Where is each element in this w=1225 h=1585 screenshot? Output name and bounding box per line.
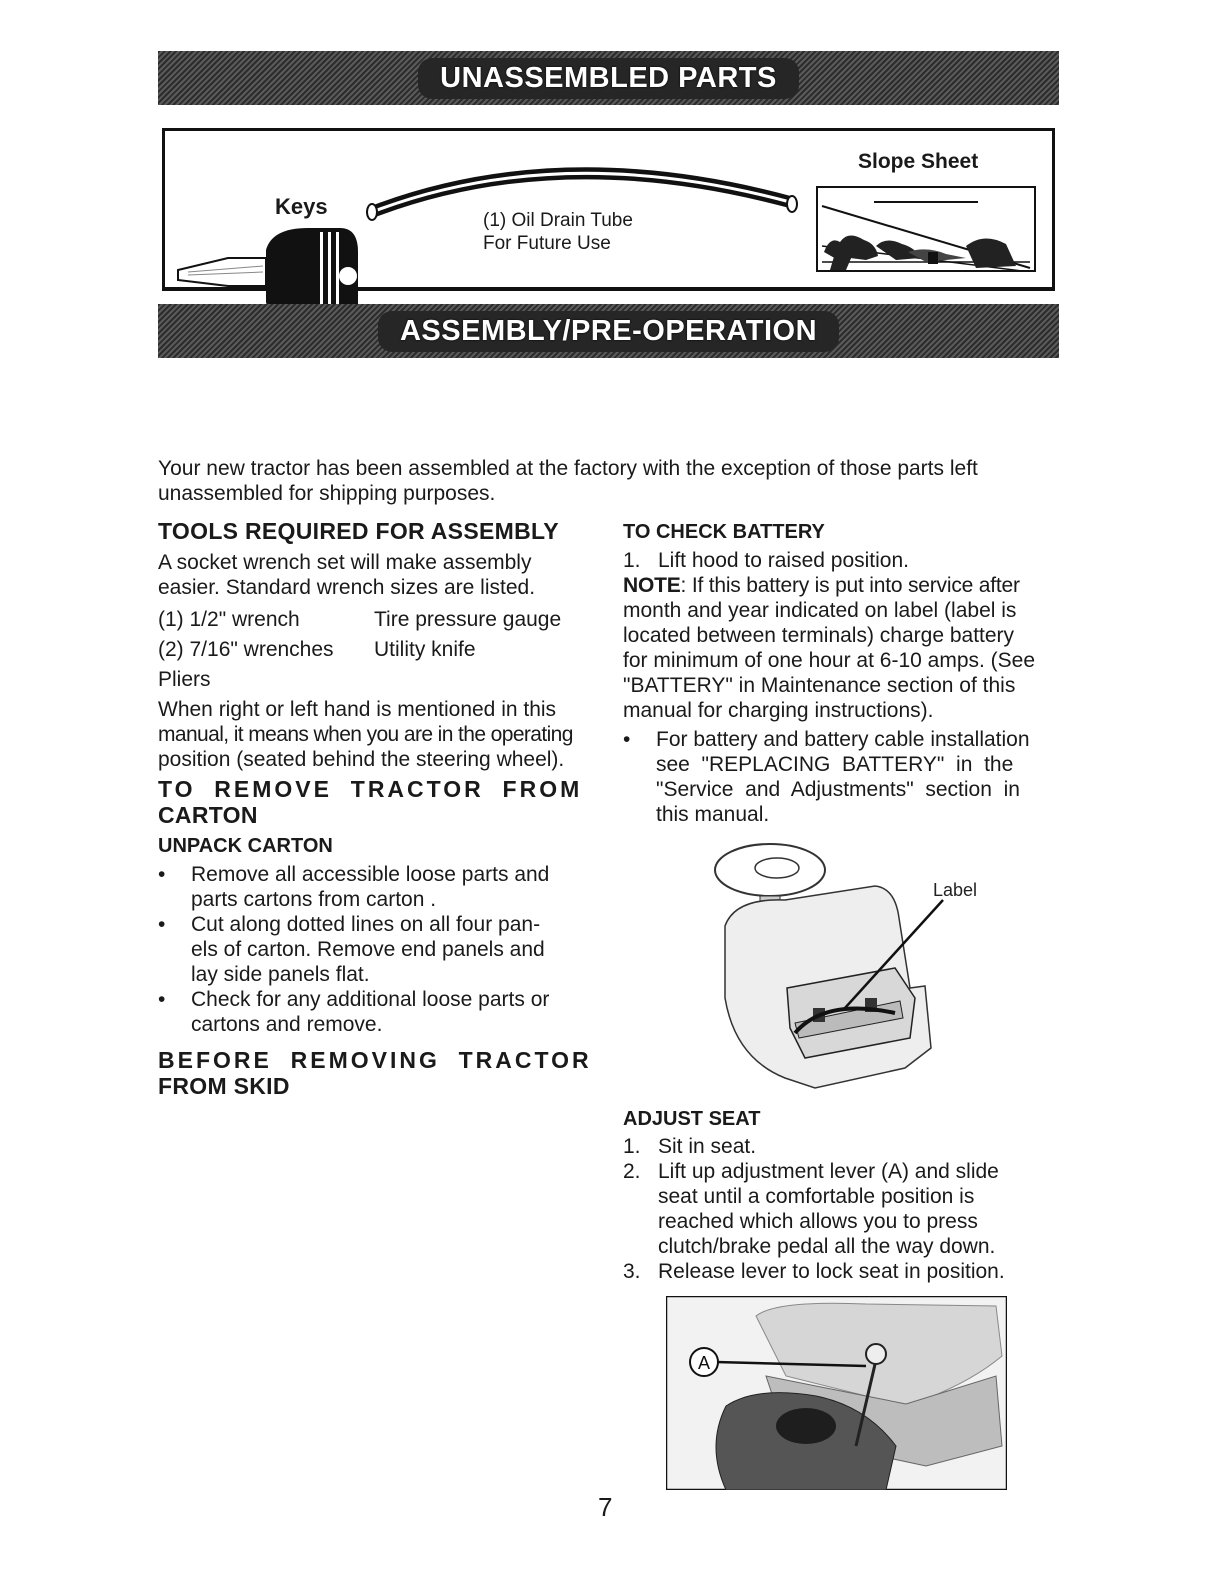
note-line: located between terminals) charge battery bbox=[623, 624, 1015, 647]
adjust-seat-section bbox=[623, 1107, 1057, 1284]
step-text: Lift hood to raised position. bbox=[658, 549, 909, 572]
step-number: 1. bbox=[623, 1135, 641, 1158]
tube-line-1: (1) Oil Drain Tube bbox=[483, 210, 633, 231]
unassembled-parts-banner bbox=[158, 51, 1059, 105]
unpack-list bbox=[158, 862, 590, 1037]
tool-item: Utility knife bbox=[374, 638, 476, 661]
list-item-line: lay side panels flat. bbox=[191, 963, 370, 986]
page-number: 7 bbox=[598, 1492, 613, 1522]
tool-item: Tire pressure gauge bbox=[374, 608, 562, 631]
step-text: Lift up adjustment lever (A) and slide bbox=[658, 1160, 999, 1183]
tube-line-2: For Future Use bbox=[483, 233, 611, 254]
tools-text-1: A socket wrench set will make assembly bbox=[158, 551, 532, 574]
battery-step bbox=[623, 548, 1057, 573]
intro-line-1: Your new tractor has been assembled at the factory with the exception of those parts left bbox=[158, 457, 978, 480]
step-text: reached which allows you to press bbox=[658, 1210, 978, 1233]
callout-a: A bbox=[697, 1353, 711, 1373]
step-text: Release lever to lock seat in position. bbox=[658, 1260, 1005, 1283]
step-number: 1. bbox=[623, 549, 641, 572]
hand-text-2: manual, it means when you are in the operating bbox=[158, 723, 573, 746]
bullet-icon: • bbox=[158, 913, 166, 936]
before-removing-heading-line-2: FROM SKID bbox=[158, 1073, 290, 1099]
list-item-line: Check for any additional loose parts or bbox=[191, 988, 550, 1011]
step-text: seat until a comfortable position is bbox=[658, 1185, 975, 1208]
tools-row bbox=[158, 637, 590, 662]
tools-heading: TOOLS REQUIRED FOR ASSEMBLY bbox=[158, 518, 559, 544]
adjust-seat-heading: ADJUST SEAT bbox=[623, 1108, 761, 1130]
list-item-line: els of carton. Remove end panels and bbox=[191, 938, 545, 961]
keys-title: Keys bbox=[275, 194, 328, 219]
list-item-line: see "REPLACING BATTERY" in the bbox=[656, 753, 1014, 776]
remove-tractor-heading-line-2: CARTON bbox=[158, 802, 258, 828]
list-item-line: Remove all accessible loose parts and bbox=[191, 863, 550, 886]
intro-line-2: unassembled for shipping purposes. bbox=[158, 482, 496, 505]
note-line: month and year indicated on label (label is bbox=[623, 599, 1017, 622]
seat-step bbox=[623, 1159, 1057, 1259]
seat-step bbox=[623, 1259, 1057, 1284]
list-item bbox=[158, 987, 590, 1037]
before-removing-heading-line-1: BEFORE REMOVING TRACTOR bbox=[158, 1047, 592, 1073]
banner-title: UNASSEMBLED PARTS bbox=[418, 58, 799, 99]
bullet-icon: • bbox=[623, 728, 631, 751]
list-item-line: cartons and remove. bbox=[191, 1013, 383, 1036]
list-item-line: Cut along dotted lines on all four pan- bbox=[191, 913, 541, 936]
tool-item: Pliers bbox=[158, 668, 211, 691]
list-item bbox=[158, 862, 590, 912]
note-line bbox=[623, 573, 1057, 598]
tools-text-2: easier. Standard wrench sizes are listed. bbox=[158, 576, 536, 599]
right-column bbox=[623, 520, 1057, 827]
seat-step bbox=[623, 1134, 1057, 1159]
hand-text-1: When right or left hand is mentioned in this bbox=[158, 698, 557, 721]
list-item-line: For battery and battery cable installation bbox=[656, 728, 1030, 751]
unpack-carton-heading: UNPACK CARTON bbox=[158, 835, 333, 857]
banner-title: ASSEMBLY/PRE-OPERATION bbox=[378, 311, 839, 352]
slope-sheet-illustration bbox=[816, 186, 1036, 272]
step-number: 3. bbox=[623, 1260, 641, 1283]
oil-drain-tube-caption bbox=[483, 209, 633, 255]
bullet-icon: • bbox=[158, 863, 166, 886]
note-label: NOTE bbox=[623, 574, 681, 597]
remove-tractor-heading-line-1: TO REMOVE TRACTOR FROM bbox=[158, 776, 583, 802]
assembly-banner bbox=[158, 304, 1059, 358]
list-item-line: "Service and Adjustments" section in bbox=[656, 778, 1020, 801]
tool-item: (2) 7/16" wrenches bbox=[158, 638, 334, 661]
list-item-line: this manual. bbox=[656, 803, 770, 826]
battery-figure bbox=[695, 838, 985, 1100]
note-line: for minimum of one hour at 6-10 amps. (See bbox=[623, 649, 1036, 672]
list-item bbox=[158, 912, 590, 987]
step-number: 2. bbox=[623, 1160, 641, 1183]
intro-paragraph bbox=[158, 456, 1058, 506]
left-column bbox=[158, 518, 590, 1099]
tool-item: (1) 1/2" wrench bbox=[158, 608, 300, 631]
seat-figure bbox=[666, 1296, 1007, 1490]
check-battery-heading: TO CHECK BATTERY bbox=[623, 521, 825, 543]
hand-text-3: position (seated behind the steering wheel). bbox=[158, 748, 565, 771]
note-line: manual for charging instructions). bbox=[623, 699, 934, 722]
battery-bullet bbox=[623, 727, 1057, 827]
step-text: Sit in seat. bbox=[658, 1135, 757, 1158]
tools-row bbox=[158, 607, 590, 632]
note-line: "BATTERY" in Maintenance section of this bbox=[623, 674, 1016, 697]
note-text: : If this battery is put into service after bbox=[680, 574, 1020, 597]
bullet-icon: • bbox=[158, 988, 166, 1011]
slope-sheet-title: Slope Sheet bbox=[858, 150, 979, 173]
list-item-line: parts cartons from carton . bbox=[191, 888, 437, 911]
label-callout: Label bbox=[933, 880, 978, 900]
step-text: clutch/brake pedal all the way down. bbox=[658, 1235, 996, 1258]
